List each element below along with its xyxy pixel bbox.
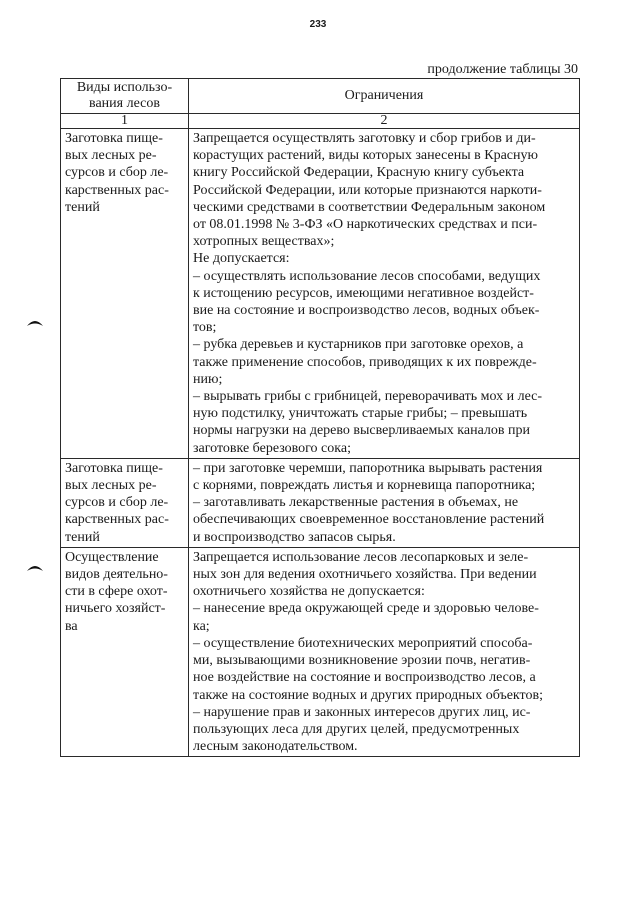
forest-use-type-line: вых лесных ре- — [65, 478, 157, 494]
restriction-line: ное воздействие на состояние и воспроизводство лесов, а — [193, 670, 536, 686]
table-row — [61, 129, 580, 459]
table-body — [61, 129, 580, 757]
table-row — [61, 458, 580, 547]
restriction-line: – осуществлять использование лесов способами, ведущих — [193, 268, 541, 284]
forest-use-type-line: вых лесных ре- — [65, 148, 157, 164]
restriction-line: ную подстилку, уничтожать старые грибы; – превышать — [193, 406, 528, 422]
restriction-line: пользующих леса для других целей, предусмотренных — [193, 721, 520, 737]
restriction-line: – нарушение прав и законных интересов других лиц, ис- — [193, 704, 531, 720]
restriction-line: ка; — [193, 618, 210, 634]
forest-use-type-line: сурсов и сбор ле- — [65, 165, 169, 181]
restriction-line: Не допускается: — [193, 251, 290, 267]
restrictions-table — [60, 78, 580, 757]
restriction-line: обеспечивающих своевременное восстановление растений — [193, 512, 545, 528]
forest-use-type-line: ничьего хозяйст- — [65, 601, 166, 617]
restriction-line: тов; — [193, 320, 217, 336]
header-restrictions: Ограничения — [189, 79, 580, 114]
restriction-line: корастущих растений, виды которых занесены в Красную — [193, 148, 538, 164]
restriction-line: заготовке березового сока; — [193, 440, 351, 456]
restriction-line: – при заготовке черемши, папоротника вырывать растения — [193, 460, 543, 476]
restriction-line: охотничьего хозяйства не допускается: — [193, 584, 425, 600]
table-continuation-caption: продолжение таблицы 30 — [427, 62, 578, 77]
restriction-line: к истощению ресурсов, имеющими негативное воздейст- — [193, 285, 534, 301]
forest-use-type-line: карственных рас- — [65, 512, 169, 528]
forest-use-type-cell — [61, 129, 189, 459]
restriction-cell — [189, 458, 580, 547]
restriction-line: хотропных веществах»; — [193, 234, 335, 250]
forest-use-type-line: сти в сфере охот- — [65, 584, 168, 600]
forest-use-type-line: тений — [65, 529, 100, 545]
binder-hole-mark — [26, 318, 44, 327]
restriction-line: Запрещается использование лесов лесопарковых и зеле- — [193, 549, 529, 565]
restriction-line: нормы нагрузки на дерево высверливаемых каналов при — [193, 423, 531, 439]
binder-hole-mark — [26, 563, 44, 572]
restriction-line: – вырывать грибы с грибницей, переворачивать мох и лес- — [193, 389, 543, 405]
restriction-line: ных зон для ведения охотничьего хозяйства. При ведении — [193, 567, 537, 583]
forest-use-type-line: сурсов и сбор ле- — [65, 495, 169, 511]
restriction-line: – рубка деревьев и кустарников при заготовке орехов, а — [193, 337, 524, 353]
restriction-line: также на состояние водных и других природных объектов; — [193, 687, 543, 703]
restriction-line: также применение способов, приводящих к их поврежде- — [193, 354, 537, 370]
table-row — [61, 547, 580, 756]
column-number-row — [61, 114, 580, 129]
restriction-line: ми, вызывающими возникновение эрозии почв, негатив- — [193, 653, 531, 669]
restriction-line: с корнями, повреждать листья и корневища папоротника; — [193, 478, 536, 494]
restriction-line: Российской Федерации, или которые признаются наркоти- — [193, 182, 542, 198]
restriction-line: вие на состояние и воспроизводство лесов, водных объек- — [193, 303, 540, 319]
restriction-line: от 08.01.1998 № 3-ФЗ «О наркотических средствах и пси- — [193, 217, 538, 233]
forest-use-type-line: Осуществление — [65, 549, 159, 565]
restriction-line: книгу Российской Федерации, Красную книгу субъекта — [193, 165, 525, 181]
column-number-1: 1 — [61, 114, 189, 129]
column-number-2: 2 — [189, 114, 580, 129]
restriction-cell — [189, 129, 580, 459]
restriction-line: – заготавливать лекарственные растения в объемах, не — [193, 495, 519, 511]
forest-use-type-line: тений — [65, 199, 100, 215]
restriction-cell — [189, 547, 580, 756]
forest-use-type-line: видов деятельно- — [65, 567, 168, 583]
page-number: 233 — [309, 19, 327, 30]
forest-use-type-line: карственных рас- — [65, 182, 169, 198]
forest-use-type-line: ва — [65, 618, 78, 634]
restriction-line: ческими средствами в соответствии Федеральным законом — [193, 199, 546, 215]
restriction-line: Запрещается осуществлять заготовку и сбор грибов и ди- — [193, 131, 536, 146]
forest-use-type-line: Заготовка пище- — [65, 131, 163, 146]
forest-use-type-line: Заготовка пище- — [65, 460, 163, 476]
forest-use-type-cell — [61, 458, 189, 547]
restriction-line: нию; — [193, 371, 223, 387]
table-header-row — [61, 79, 580, 114]
restriction-line: лесным законодательством. — [193, 739, 358, 755]
forest-use-type-cell — [61, 547, 189, 756]
restriction-line: и воспроизводство запасов сырья. — [193, 529, 396, 545]
restriction-line: – нанесение вреда окружающей среде и здоровью челове- — [193, 601, 539, 617]
header-forest-use-types: Виды использо- вания лесов — [61, 79, 189, 114]
restriction-line: – осуществление биотехнических мероприятий способа- — [193, 635, 533, 651]
